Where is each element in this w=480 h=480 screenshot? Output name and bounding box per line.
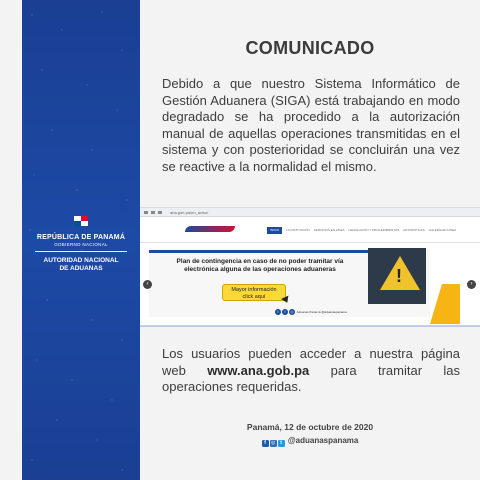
facebook-small-icon: f: [282, 309, 288, 315]
menu-item-servicios: SERVICIOS EN LÍNEA: [313, 228, 345, 232]
site-logo: [185, 226, 235, 236]
paragraph-2-text-a: Los usuarios pueden acceder a nuestra página web: [162, 346, 460, 378]
carousel-prev-icon: ‹: [143, 280, 152, 289]
website-link[interactable]: www.ana.gob.pa: [207, 362, 310, 378]
instagram-icon: ◎: [270, 440, 276, 446]
logo-swoosh-icon: [185, 226, 235, 232]
more-info-line1: Mayor información: [231, 286, 277, 293]
menu-item-institucion: LA INSTITUCIÓN: [286, 228, 310, 232]
authority-label-line1: AUTORIDAD NACIONAL: [43, 257, 119, 264]
browser-url-bar: [140, 208, 480, 217]
carousel-next-icon: ›: [467, 280, 476, 289]
website-screenshot: [140, 207, 480, 326]
banner-footer-handle: @aduanaspanama: [321, 309, 347, 314]
notice-title: COMUNICADO: [245, 38, 375, 58]
twitter-small-icon: t: [275, 309, 281, 315]
authority-label-line2: DE ADUANAS: [59, 265, 103, 272]
menu-item-inicio: INICIO: [267, 227, 282, 234]
facebook-icon: f: [262, 440, 269, 447]
instagram-small-icon: ◎: [290, 310, 294, 314]
more-info-line2: click aquí: [242, 293, 266, 300]
banner-footer: [275, 309, 347, 315]
reload-icon: [158, 211, 162, 214]
twitter-icon: t: [278, 440, 285, 447]
notice-paragraph-2: [162, 346, 460, 396]
republic-label: REPÚBLICA DE PANAMÁ: [36, 234, 126, 241]
social-handle-row: [140, 436, 480, 447]
exclamation-icon: !: [396, 266, 402, 286]
menu-item-legislacion: LEGISLACIÓN Y PROCEDIMIENTOS: [348, 228, 400, 232]
contingency-banner: [140, 244, 480, 318]
notice-date: Panamá, 12 de octubre de 2020: [246, 422, 374, 432]
menu-item-estadisticas: ESTADÍSTICAS: [403, 228, 425, 232]
social-handle: @aduanaspanama: [287, 436, 359, 445]
back-arrow-icon: [144, 211, 148, 214]
notice-paragraph-1: Debido a que nuestro Sistema Informático de Gestión Aduanera (SIGA) está trabajando en modo degradado se ha procedido a la autorización manual de aquellas operaciones transmitidas en el sistema y con posterioridad se concluirán una vez se reactive a la normalidad el mismo.: [162, 76, 460, 174]
brand-divider: [35, 251, 127, 252]
brand-block: [22, 216, 140, 273]
panama-flag-icon: [74, 216, 88, 226]
site-header: [140, 217, 480, 243]
more-info-button: [222, 284, 286, 301]
screenshot-bottom-border: [140, 325, 480, 327]
banner-yellow-accent: [430, 284, 460, 324]
forward-arrow-icon: [151, 211, 155, 214]
banner-title: Plan de contingencia en caso de no poder tramitar vía electrónica alguna de las operaciones aduaneras: [176, 258, 344, 273]
site-menu: [267, 227, 456, 234]
paragraph-2-text-b: para tramitar las operaciones requeridas.: [162, 362, 460, 394]
sidebar: [22, 0, 140, 480]
banner-footer-text: Aduanas Panamá: [296, 309, 321, 314]
government-label: GOBIERNO NACIONAL: [54, 242, 108, 247]
menu-item-galeria: GALERÍA EN LÍNEA: [428, 228, 457, 232]
url-text: ana.gob.pa/en_aviso/: [170, 210, 209, 215]
